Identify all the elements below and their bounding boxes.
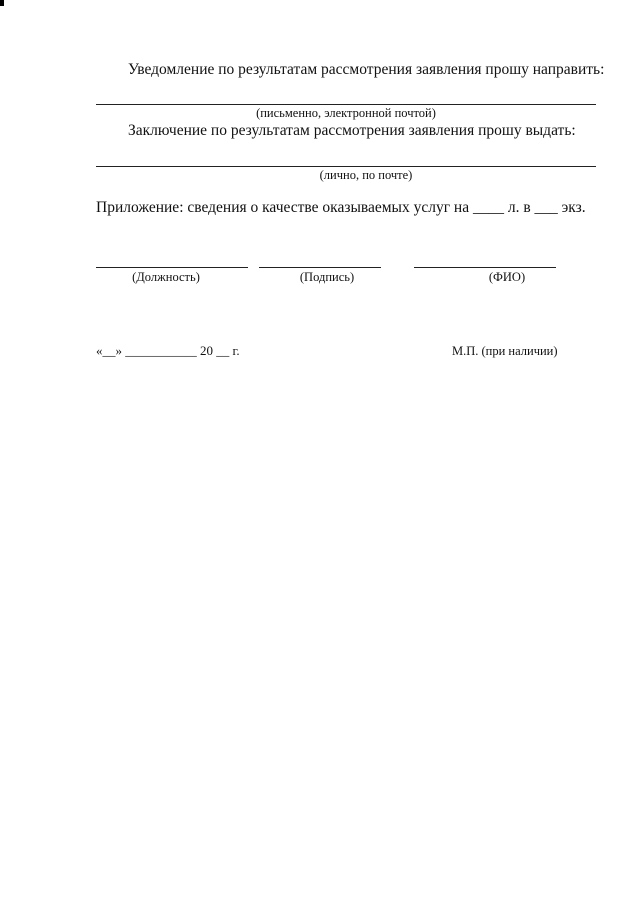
position-caption: (Должность) — [132, 270, 200, 284]
conclusion-field-line[interactable] — [96, 166, 596, 167]
attachment-text: Приложение: сведения о качестве оказываемых услуг на ____ л. в ___ экз. — [96, 199, 586, 216]
position-field-line[interactable] — [96, 267, 248, 268]
notification-caption: (письменно, электронной почтой) — [256, 106, 436, 120]
conclusion-caption: (лично, по почте) — [319, 168, 413, 182]
signature-caption: (Подпись) — [299, 270, 355, 284]
notification-label: Уведомление по результатам рассмотрения заявления прошу направить: — [128, 61, 605, 78]
name-caption: (ФИО) — [488, 270, 526, 284]
name-field-line[interactable] — [414, 267, 556, 268]
conclusion-label: Заключение по результатам рассмотрения заявления прошу выдать: — [128, 122, 576, 139]
date-line: «__» ___________ 20 __ г. — [96, 343, 240, 358]
notification-field-line[interactable] — [96, 104, 596, 105]
stamp-place: М.П. (при наличии) — [452, 344, 558, 358]
scan-corner-mark — [0, 0, 4, 6]
signature-field-line[interactable] — [259, 267, 381, 268]
